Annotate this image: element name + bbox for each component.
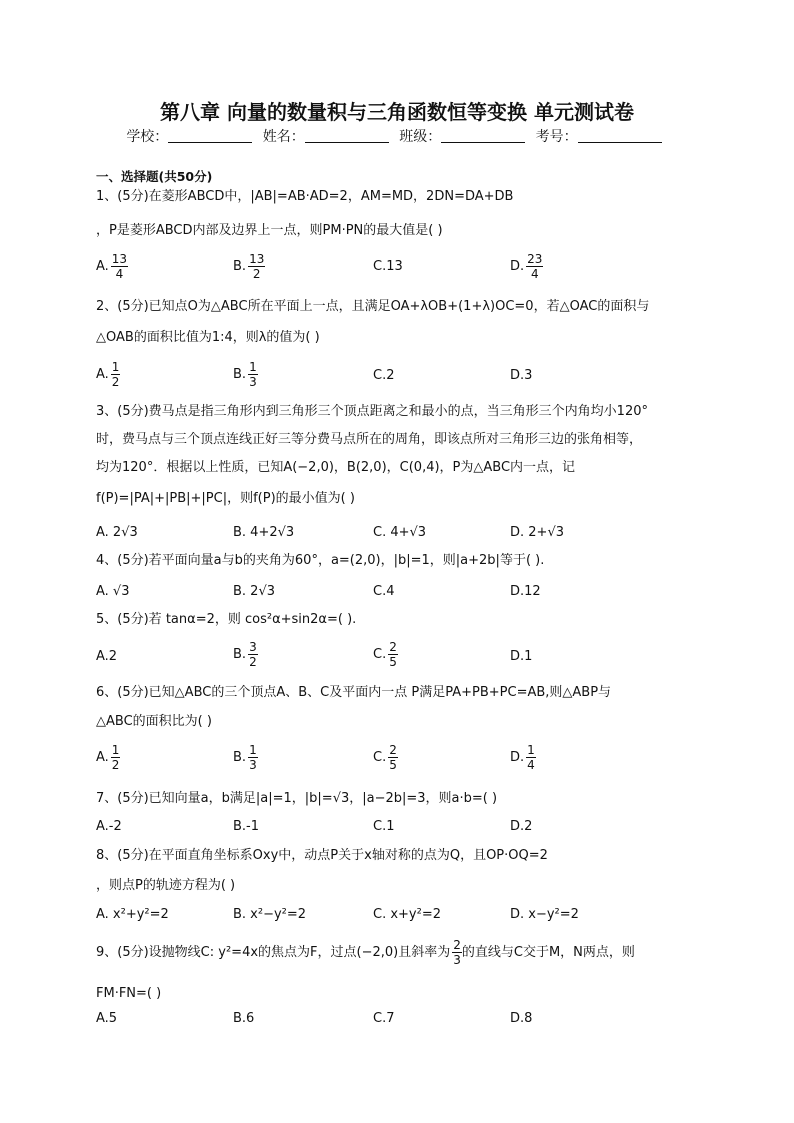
question-6-option-b[interactable]: B. $\frac{1}{3}$ <box>233 743 257 772</box>
school-label: 学校： <box>126 129 169 145</box>
question-8-line-1: 8、(5分)在平面直角坐标系Oxy中，动点P关于x轴对称的点为Q，且OP·OQ=2 <box>96 848 548 863</box>
question-9-option-d[interactable]: D.8 <box>510 1011 533 1026</box>
question-8-option-b[interactable]: B. x²−y²=2 <box>233 907 307 922</box>
section-heading: 一、选择题(共50分) <box>96 169 213 184</box>
question-3-option-b[interactable]: B. 4+2√3 <box>233 525 295 540</box>
exam-number-blank[interactable] <box>578 128 662 143</box>
question-1-line-2: ，P是菱形ABCD内部及边界上一点，则PM·PN的最大值是( ) <box>96 223 443 238</box>
question-3-line-2: 时，费马点与三个顶点连线正好三等分费马点所在的周角，即该点所对三角形三边的张角相等， <box>96 432 643 447</box>
question-3-line-1: 3、(5分)费马点是指三角形内到三角形三个顶点距离之和最小的点，当三角形三个内角均小120° <box>96 404 648 419</box>
school-blank[interactable] <box>168 128 252 143</box>
question-9-option-a[interactable]: A.5 <box>96 1011 118 1026</box>
question-9-slope-fraction: $\frac{2}{3}$ <box>453 938 461 967</box>
question-5-option-a[interactable]: A.2 <box>96 649 118 664</box>
question-8-option-d[interactable]: D. x−y²=2 <box>510 907 579 922</box>
question-4-option-a[interactable]: A. √3 <box>96 584 130 599</box>
question-1-line-1: 1、(5分)在菱形ABCD中，|AB|=AB·AD=2，AM=MD，2DN=DA+DB <box>96 189 514 204</box>
question-1-option-d[interactable]: D. $\frac{23}{4}$ <box>510 252 543 281</box>
question-2-option-a[interactable]: A. $\frac{1}{2}$ <box>96 360 120 389</box>
question-2-line-2: △OAB的面积比值为1:4，则λ的值为( ) <box>96 330 320 345</box>
name-label: 姓名： <box>262 129 305 145</box>
question-1-option-a[interactable]: A. $\frac{13}{4}$ <box>96 252 128 281</box>
question-4-line-1: 4、(5分)若平面向量a与b的夹角为60°，a=(2,0)，|b|=1，则|a+2b|等于( ). <box>96 553 545 568</box>
question-7-option-d[interactable]: D.2 <box>510 819 533 834</box>
question-6-line-2: △ABC的面积比为( ) <box>96 714 212 729</box>
question-7-option-b[interactable]: B.-1 <box>233 819 260 834</box>
question-9-option-b[interactable]: B.6 <box>233 1011 255 1026</box>
question-8-option-a[interactable]: A. x²+y²=2 <box>96 907 169 922</box>
question-8-line-2: ，则点P的轨迹方程为( ) <box>96 878 236 893</box>
question-7-option-a[interactable]: A.-2 <box>96 819 122 834</box>
question-3-option-a[interactable]: A. 2√3 <box>96 525 138 540</box>
question-2-line-1: 2、(5分)已知点O为△ABC所在平面上一点，且满足OA+λOB+(1+λ)OC=0，若△OAC的面积与 <box>96 299 650 314</box>
question-4-option-d[interactable]: D.12 <box>510 584 541 599</box>
question-7-option-c[interactable]: C.1 <box>373 819 395 834</box>
question-6-option-c[interactable]: C. $\frac{2}{5}$ <box>373 743 397 772</box>
question-2-option-c[interactable]: C.2 <box>373 368 395 383</box>
exam-title: 第八章 向量的数量积与三角函数恒等变换 单元测试卷 <box>160 100 634 124</box>
question-3-option-c[interactable]: C. 4+√3 <box>373 525 427 540</box>
question-9-option-c[interactable]: C.7 <box>373 1011 395 1026</box>
question-3-option-d[interactable]: D. 2+√3 <box>510 525 564 540</box>
question-7-line-1: 7、(5分)已知向量a，b满足|a|=1，|b|=√3，|a−2b|=3，则a·b=( ) <box>96 791 498 806</box>
question-5-line-1: 5、(5分)若 tanα=2，则 cos²α+sin2α=( ). <box>96 612 357 627</box>
question-5-option-d[interactable]: D.1 <box>510 649 533 664</box>
question-4-option-b[interactable]: B. 2√3 <box>233 584 276 599</box>
question-9-line-2: FM·FN=( ) <box>96 986 162 1001</box>
question-9-line-1: 9、(5分)设抛物线C: y²=4x的焦点为F，过点(−2,0)且斜率为 $\frac{2}{3}$ 的直线与C交于M，N两点，则 <box>96 938 635 967</box>
class-label: 班级： <box>399 129 442 145</box>
question-4-option-c[interactable]: C.4 <box>373 584 395 599</box>
question-5-option-b[interactable]: B. $\frac{3}{2}$ <box>233 640 257 669</box>
question-6-line-1: 6、(5分)已知△ABC的三个顶点A、B、C及平面内一点 P满足PA+PB+PC=AB,则△ABP与 <box>96 685 612 700</box>
question-2-option-b[interactable]: B. $\frac{1}{3}$ <box>233 360 257 389</box>
question-8-option-c[interactable]: C. x+y²=2 <box>373 907 441 922</box>
question-2-option-d[interactable]: D.3 <box>510 368 533 383</box>
question-3-line-4: f(P)=|PA|+|PB|+|PC|，则f(P)的最小值为( ) <box>96 491 355 506</box>
question-3-line-3: 均为120°．根据以上性质，已知A(−2,0)，B(2,0)，C(0,4)，P为△ABC内一点，记 <box>96 460 576 475</box>
question-6-option-d[interactable]: D. $\frac{1}{4}$ <box>510 743 535 772</box>
class-blank[interactable] <box>441 128 525 143</box>
exam-number-label: 考号： <box>535 129 578 145</box>
name-blank[interactable] <box>305 128 389 143</box>
question-5-option-c[interactable]: C. $\frac{2}{5}$ <box>373 640 397 669</box>
question-1-option-c[interactable]: C.13 <box>373 259 403 274</box>
question-6-option-a[interactable]: A. $\frac{1}{2}$ <box>96 743 120 772</box>
student-info-line <box>0 126 794 146</box>
question-1-option-b[interactable]: B. $\frac{13}{2}$ <box>233 252 265 281</box>
